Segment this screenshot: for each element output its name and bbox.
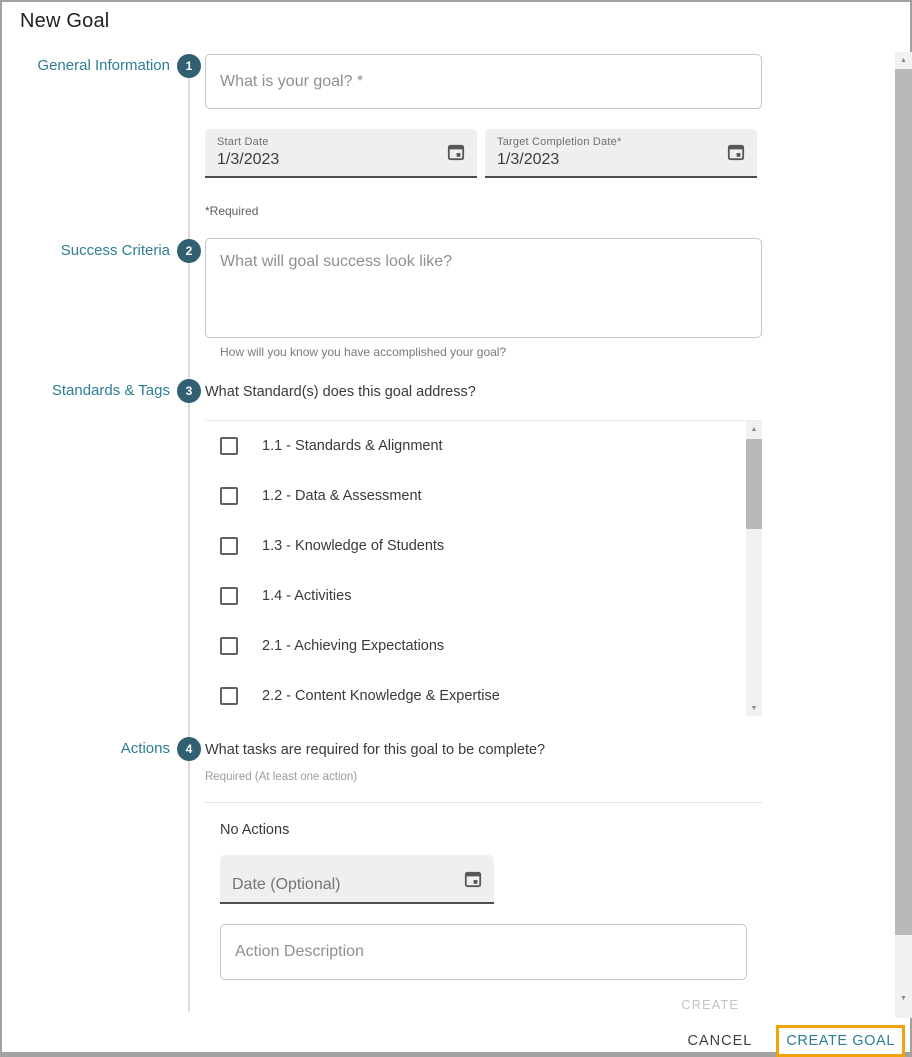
standards-list-item[interactable]: [205, 671, 762, 717]
step-badge-2: 2: [177, 239, 201, 263]
calendar-icon[interactable]: [463, 869, 483, 889]
cancel-button[interactable]: CANCEL: [684, 1027, 757, 1055]
start-date-value: 1/3/2023: [217, 151, 280, 168]
page-scrollbar[interactable]: [895, 52, 912, 1018]
action-date-field[interactable]: [220, 855, 494, 904]
divider: [205, 802, 762, 803]
standard-option-label: 1.3 - Knowledge of Students: [262, 538, 445, 554]
calendar-icon[interactable]: [446, 142, 466, 162]
standards-list-scrollbar[interactable]: [746, 421, 762, 716]
dialog-footer: [684, 1025, 906, 1057]
scroll-down-icon[interactable]: ▼: [900, 994, 907, 1002]
standard-option-label: 1.4 - Activities: [262, 588, 352, 604]
actions-question: What tasks are required for this goal to be complete?: [205, 742, 546, 758]
standards-list-item[interactable]: [205, 471, 762, 521]
standards-list-item[interactable]: [205, 571, 762, 621]
create-goal-button[interactable]: CREATE GOAL: [776, 1025, 905, 1057]
start-date-field[interactable]: [205, 129, 477, 178]
checkbox[interactable]: [220, 687, 238, 705]
scrollbar-thumb[interactable]: [895, 69, 912, 935]
standards-list: [205, 420, 762, 717]
success-criteria-textarea[interactable]: [205, 238, 762, 338]
page-title: New Goal: [20, 10, 110, 32]
standard-option-label: 2.2 - Content Knowledge & Expertise: [262, 688, 500, 704]
section-label-actions: Actions: [120, 740, 170, 757]
goal-input[interactable]: [205, 54, 762, 109]
target-date-value: 1/3/2023: [497, 151, 560, 168]
start-date-label: Start Date: [217, 136, 269, 148]
checkbox[interactable]: [220, 587, 238, 605]
standard-option-label: 2.1 - Achieving Expectations: [262, 638, 445, 654]
actions-required-note: Required (At least one action): [205, 771, 358, 783]
target-date-label: Target Completion Date*: [497, 136, 622, 148]
standards-question: What Standard(s) does this goal address?: [205, 384, 476, 400]
target-completion-date-field[interactable]: [485, 129, 757, 178]
step-badge-1: 1: [177, 54, 201, 78]
no-actions-label: No Actions: [220, 822, 290, 838]
action-description-input[interactable]: [220, 924, 747, 980]
step-badge-3: 3: [177, 379, 201, 403]
standards-list-item[interactable]: [205, 521, 762, 571]
required-note: *Required: [205, 204, 259, 218]
section-label-success-criteria: Success Criteria: [60, 242, 170, 259]
stepper-line: [188, 58, 190, 1012]
standard-option-label: 1.2 - Data & Assessment: [262, 488, 422, 504]
action-date-placeholder: Date (Optional): [232, 876, 341, 893]
calendar-icon[interactable]: [726, 142, 746, 162]
section-label-general-information: General Information: [37, 57, 170, 74]
standards-list-item[interactable]: [205, 621, 762, 671]
scroll-down-icon[interactable]: ▼: [750, 704, 758, 712]
section-label-standards-tags: Standards & Tags: [51, 382, 170, 399]
checkbox[interactable]: [220, 437, 238, 455]
step-badge-4: 4: [177, 737, 201, 761]
success-criteria-helper: How will you know you have accomplished your goal?: [220, 345, 507, 359]
standard-option-label: 1.1 - Standards & Alignment: [262, 438, 443, 454]
checkbox[interactable]: [220, 487, 238, 505]
create-action-button[interactable]: CREATE: [681, 997, 739, 1012]
scrollbar-thumb[interactable]: [746, 439, 762, 529]
scroll-up-icon[interactable]: ▲: [750, 425, 758, 433]
scroll-up-icon[interactable]: ▲: [900, 56, 907, 64]
checkbox[interactable]: [220, 637, 238, 655]
standards-list-item[interactable]: [205, 421, 762, 471]
checkbox[interactable]: [220, 537, 238, 555]
